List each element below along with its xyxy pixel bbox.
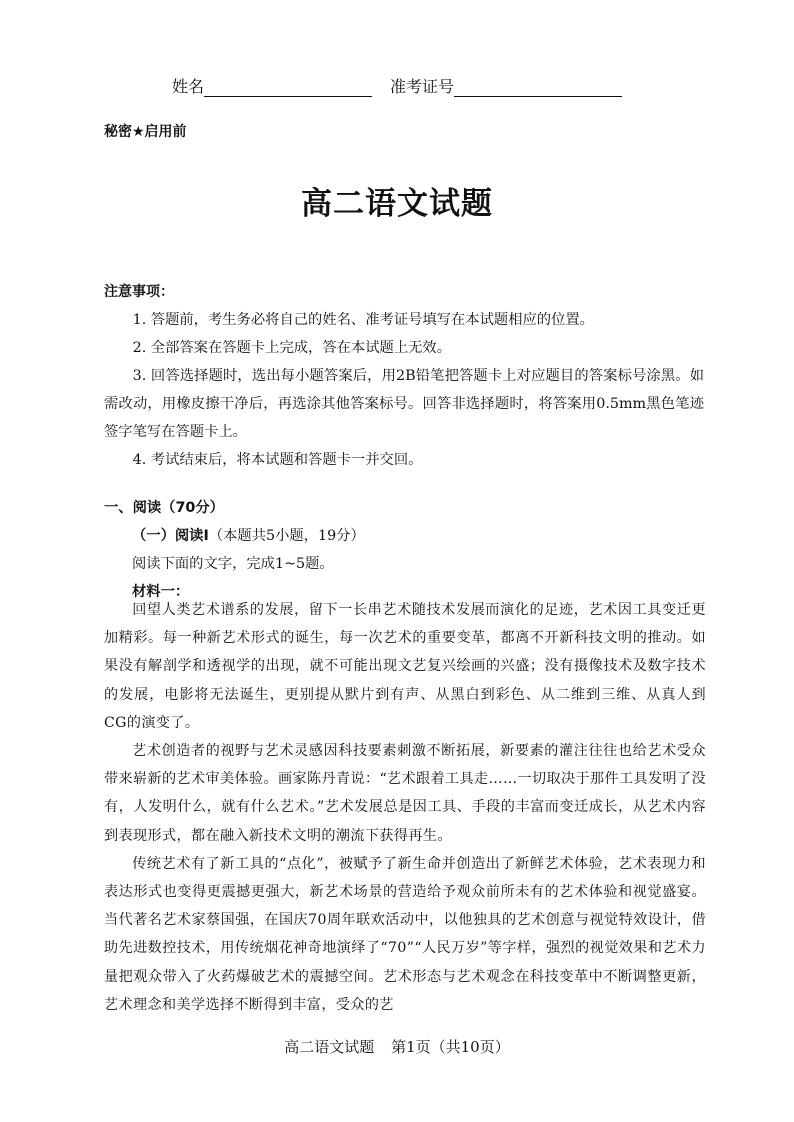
footer-page-number: 第1页（共10页） bbox=[391, 1038, 510, 1056]
sub-heading-bold: （一）阅读Ⅰ bbox=[132, 528, 209, 544]
sub-heading bbox=[132, 522, 365, 550]
footer-exam-name: 高二语文试题 bbox=[284, 1038, 375, 1056]
notice-item: 2. 全部答案在答题卡上完成，答在本试题上无效。 bbox=[132, 340, 452, 356]
passage-paragraph: 艺术创造者的视野与艺术灵感因科技要素刺激不断拓展，新要素的灌注往往也给艺术受众带来崭新的艺术审美体验。画家陈丹青说：“艺术跟着工具走……一切取决于那件工具发明了没有，人发明什么，就有什么艺术。”艺术发展总是因工具、手段的丰富而变迁成长，从艺术内容到表现形式，都在融入新技术文明的潮流下获得再生。 bbox=[104, 743, 706, 844]
page-footer bbox=[0, 1036, 794, 1057]
notice-item: 3. 回答选择题时，选出每小题答案后，用2B铅笔把答题卡上对应题目的答案标号涂黑。如需改动，用橡皮擦干净后，再选涂其他答案标号。回答非选择题时，将答案用0.5mm黑色笔迹签字笔写在答题卡上。 bbox=[104, 368, 704, 440]
sub-heading-rest: （本题共5小题，19分） bbox=[208, 528, 365, 544]
candidate-info-line bbox=[172, 74, 632, 97]
section-heading: 一、阅读（70分） bbox=[104, 500, 224, 516]
secret-label: 秘密★启用前 bbox=[104, 124, 187, 140]
id-blank bbox=[454, 78, 622, 97]
id-label: 准考证号 bbox=[390, 77, 455, 96]
name-label: 姓名 bbox=[172, 77, 205, 96]
material-label: 材料一： bbox=[132, 584, 190, 600]
passage-paragraph: 回望人类艺术谱系的发展，留下一长串艺术随技术发展而演化的足迹，艺术因工具变迁更加精彩。每一种新艺术形式的诞生，每一次艺术的重要变革，都离不开新科技文明的推动。如果没有解剖学和透视学的出现，就不可能出现文艺复兴绘画的兴盛；没有摄像技术及数字技术的发展，电影将无法诞生，更别提从默片到有声、从黑白到彩色、从二维到三维、从真人到CG的演变了。 bbox=[104, 602, 706, 731]
passage-paragraph: 传统艺术有了新工具的“点化”，被赋予了新生命并创造出了新鲜艺术体验，艺术表现力和表达形式也变得更震撼更强大，新艺术场景的营造给予观众前所未有的艺术体验和视觉盛宴。当代著名艺术家蔡国强，在国庆70周年联欢活动中，以他独具的艺术创意与视觉特效设计，借助先进数控技术，用传统烟花神奇地演绎了“70”“人民万岁”等字样，强烈的视觉效果和艺术力量把观众带入了火药爆破艺术的震撼空间。艺术形态与艺术观念在科技变革中不断调整更新，艺术理念和美学选择不断得到丰富，受众的艺 bbox=[104, 855, 706, 1013]
page-title: 高二语文试题 bbox=[301, 186, 493, 222]
notice-list bbox=[104, 306, 704, 474]
instruction: 阅读下面的文字，完成1~5题。 bbox=[132, 556, 334, 572]
name-blank bbox=[204, 78, 372, 97]
reading-passage bbox=[104, 596, 706, 1019]
notice-title: 注意事项： bbox=[104, 284, 174, 300]
notice-item: 1. 答题前，考生务必将自己的姓名、准考证号填写在本试题相应的位置。 bbox=[132, 312, 594, 328]
notice-item: 4. 考试结束后，将本试题和答题卡一并交回。 bbox=[132, 452, 423, 468]
